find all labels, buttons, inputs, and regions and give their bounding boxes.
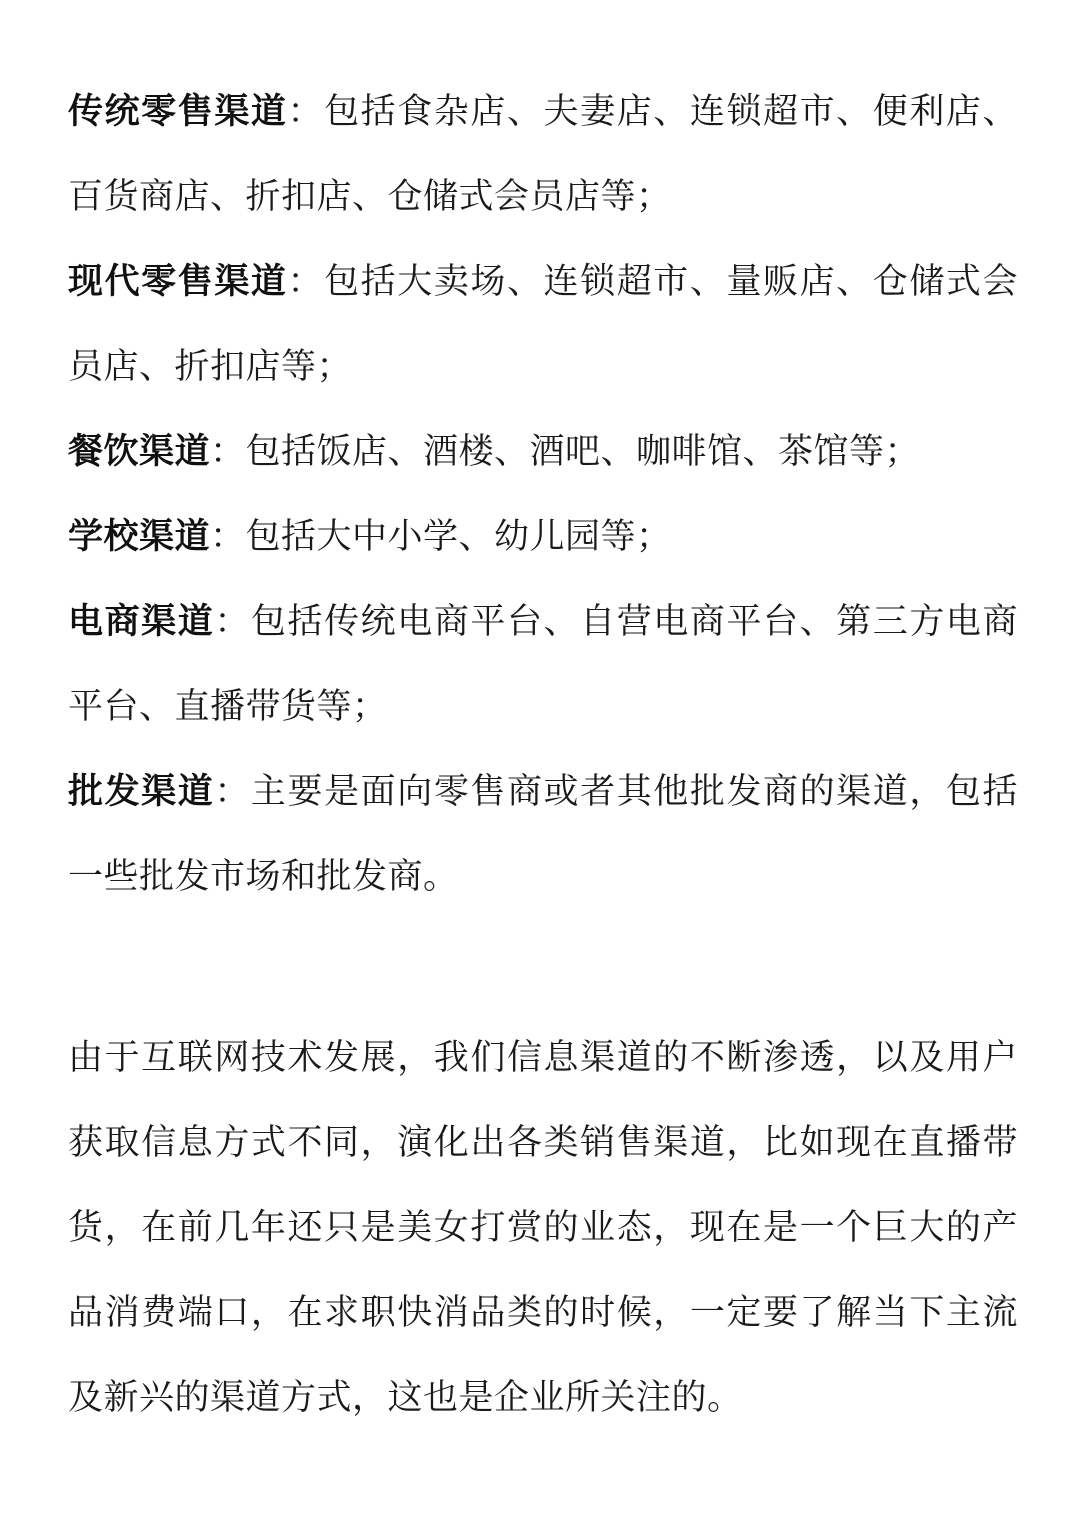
channel-description: 包括大中小学、幼儿园等； — [245, 517, 672, 557]
channel-separator: ： — [287, 262, 325, 302]
channel-item-ecommerce — [68, 580, 1018, 750]
channel-item-modern-retail — [68, 240, 1018, 410]
channel-term: 餐饮渠道 — [68, 432, 211, 472]
channel-term: 批发渠道 — [68, 772, 215, 812]
summary-paragraph: 由于互联网技术发展，我们信息渠道的不断渗透，以及用户获取信息方式不同，演化出各类销售渠道，比如现在直播带货，在前几年还只是美女打赏的业态，现在是一个巨大的产品消费端口，在求职快消品类的时候，一定要了解当下主流及新兴的渠道方式，这也是企业所关注的。 — [68, 1038, 1018, 1418]
channel-term: 现代零售渠道 — [68, 262, 288, 302]
channel-description: 包括食杂店、夫妻店、连锁超市、便利店、百货商店、折扣店、仓储式会员店等； — [68, 92, 1018, 217]
channel-item-traditional-retail — [68, 70, 1018, 240]
channel-separator: ： — [210, 432, 246, 472]
channel-item-school — [68, 495, 1018, 580]
article-body — [68, 70, 1018, 1441]
paragraph-spacer — [68, 920, 1018, 1016]
channel-item-wholesale — [68, 750, 1018, 920]
channel-separator: ： — [214, 602, 251, 642]
channel-item-catering — [68, 410, 1018, 495]
channel-description: 包括饭店、酒楼、酒吧、咖啡馆、茶馆等； — [245, 432, 921, 472]
channel-description: 主要是面向零售商或者其他批发商的渠道，包括一些批发市场和批发商。 — [68, 772, 1018, 897]
channel-description: 包括传统电商平台、自营电商平台、第三方电商平台、直播带货等； — [68, 602, 1018, 727]
channel-description: 包括大卖场、连锁超市、量贩店、仓储式会员店、折扣店等； — [68, 262, 1018, 387]
channel-term: 学校渠道 — [68, 517, 211, 557]
channel-term: 传统零售渠道 — [68, 92, 288, 132]
channel-term: 电商渠道 — [68, 602, 215, 642]
channel-separator: ： — [287, 92, 325, 132]
channel-separator: ： — [210, 517, 246, 557]
channel-separator: ： — [214, 772, 251, 812]
